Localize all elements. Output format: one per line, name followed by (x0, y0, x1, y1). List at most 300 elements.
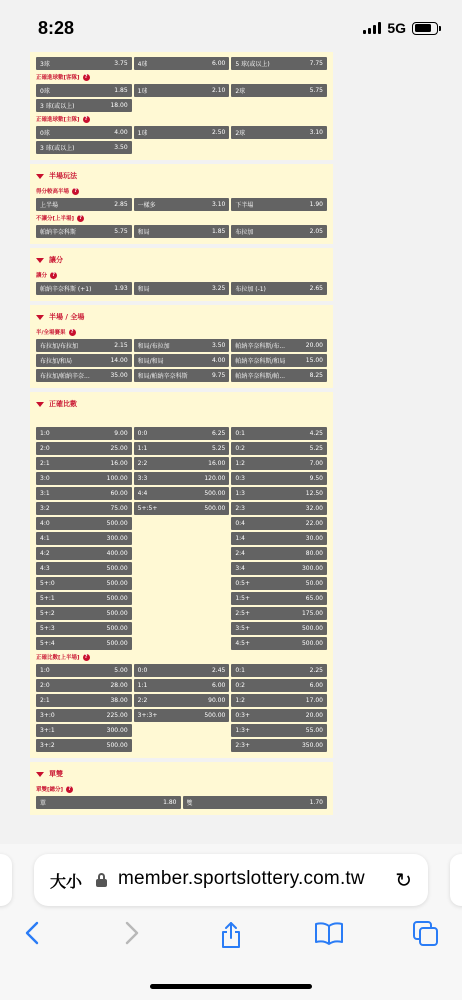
selection-name: 上半場 (40, 202, 59, 209)
info-icon[interactable]: ? (83, 74, 90, 81)
selection-name: 5 球(或以上) (235, 61, 270, 68)
browser-toolbar (0, 918, 462, 958)
odds-value: 1.85 (211, 228, 226, 235)
odds-value: 4.25 (309, 430, 323, 437)
odds-button[interactable] (134, 472, 230, 485)
odds-button[interactable] (134, 694, 230, 707)
odds-value: 25.00 (110, 445, 128, 452)
selection-name: 0:2 (235, 445, 245, 452)
odds-value: 16.00 (110, 460, 128, 467)
selection-name: 1:2 (235, 697, 245, 704)
selection-name: 1:0 (40, 667, 50, 674)
odds-grid (36, 339, 327, 382)
odds-grid (36, 198, 327, 211)
market-label (36, 651, 327, 663)
selection-name: 2:2 (137, 460, 148, 467)
odds-value: 4.00 (211, 357, 226, 364)
market-name: 正確比數[上半場] (36, 655, 80, 661)
market-label (36, 269, 327, 281)
odds-button[interactable] (231, 577, 327, 590)
odds-button[interactable] (134, 427, 230, 440)
section-htft (30, 305, 333, 388)
odds-page (30, 52, 333, 819)
odds-button[interactable] (231, 724, 327, 737)
odds-value: 9.00 (114, 430, 128, 437)
odds-button[interactable] (231, 709, 327, 722)
odds-value: 1.93 (114, 285, 128, 292)
odds-button[interactable] (231, 225, 327, 238)
market-label (36, 71, 327, 83)
odds-value: 500.00 (106, 565, 128, 572)
selection-name: 5+:4 (40, 640, 55, 647)
market-label (36, 113, 327, 125)
odds-button[interactable] (36, 225, 132, 238)
lock-icon (96, 873, 107, 887)
odds-button[interactable] (231, 607, 327, 620)
odds-value: 3.25 (211, 285, 226, 292)
odds-value: 35.00 (110, 372, 128, 379)
next-tab-card[interactable] (450, 854, 462, 906)
selection-name: 0:3 (235, 475, 245, 482)
odds-value: 1.70 (309, 799, 323, 806)
odds-button[interactable] (231, 126, 327, 139)
odds-button[interactable] (36, 709, 132, 722)
odds-button[interactable] (134, 709, 230, 722)
odds-button[interactable] (231, 517, 327, 530)
section-header[interactable] (36, 766, 327, 782)
odds-button[interactable] (36, 532, 132, 545)
odds-button[interactable] (36, 679, 132, 692)
odds-button[interactable] (134, 84, 230, 97)
info-icon[interactable]: ? (50, 272, 57, 279)
selection-name: 2:5+ (235, 610, 251, 617)
odds-button[interactable] (36, 84, 132, 97)
odds-value: 500.00 (106, 595, 128, 602)
odds-value: 75.00 (110, 505, 128, 512)
odds-value: 22.00 (305, 520, 323, 527)
selection-name: 0:5+ (235, 580, 251, 587)
odds-grid (36, 664, 327, 752)
selection-name: 和局 (137, 229, 150, 236)
odds-value: 6.00 (309, 682, 323, 689)
odds-button[interactable] (134, 369, 230, 382)
selection-name: 帕納辛奈科斯 (40, 229, 77, 236)
address-bar[interactable] (34, 854, 428, 906)
odds-button[interactable] (134, 664, 230, 677)
odds-value: 9.75 (211, 372, 226, 379)
selection-name: 布拉加/帕納辛奈... (40, 373, 90, 380)
text-size-button[interactable]: 大小 (50, 872, 83, 891)
odds-value: 225.00 (106, 712, 128, 719)
odds-button[interactable] (36, 427, 132, 440)
selection-name: 3 球(或以上) (40, 103, 75, 110)
section-header[interactable] (36, 168, 327, 184)
section-title: 半場 / 全場 (49, 313, 85, 321)
selection-name: 1球 (137, 88, 148, 95)
odds-value: 90.00 (208, 697, 226, 704)
odds-value: 50.00 (305, 580, 323, 587)
odds-button[interactable] (231, 442, 327, 455)
odds-button[interactable] (36, 339, 132, 352)
selection-name: 5+:5+ (137, 505, 158, 512)
status-bar (0, 0, 462, 50)
collapse-triangle-icon[interactable] (36, 174, 44, 179)
odds-value: 2.65 (309, 285, 323, 292)
selection-name: 單 (40, 800, 47, 807)
section-header[interactable] (36, 309, 327, 325)
odds-button[interactable] (36, 562, 132, 575)
selection-name: 4球 (137, 61, 148, 68)
odds-value: 18.00 (110, 102, 128, 109)
selection-name: 3 球(或以上) (40, 145, 75, 152)
odds-button[interactable] (231, 457, 327, 470)
odds-value: 5.25 (211, 445, 226, 452)
odds-value: 1.80 (163, 799, 177, 806)
section-oddeven (30, 762, 333, 815)
odds-value: 80.00 (305, 550, 323, 557)
odds-value: 5.75 (309, 87, 323, 94)
odds-button[interactable] (134, 339, 230, 352)
market-name: 讓分 (36, 273, 48, 279)
selection-name: 4:3 (40, 565, 50, 572)
selection-name: 4:0 (40, 520, 50, 527)
odds-value: 500.00 (204, 490, 226, 497)
section-title: 正確比數 (49, 400, 77, 408)
selection-name: 布拉加/布拉加 (40, 343, 79, 350)
odds-button[interactable] (134, 487, 230, 500)
odds-button[interactable] (231, 472, 327, 485)
odds-button[interactable] (183, 796, 328, 809)
home-indicator (150, 984, 312, 989)
selection-name: 3:4 (235, 565, 245, 572)
browser-bottom-bar (0, 844, 462, 1000)
selection-name: 5+:2 (40, 610, 55, 617)
odds-button[interactable] (231, 57, 327, 70)
selection-name: 3:2 (40, 505, 50, 512)
odds-value: 120.00 (204, 475, 226, 482)
selection-name: 和局/帕納辛奈科斯 (137, 373, 188, 380)
odds-value: 3.50 (211, 342, 226, 349)
selection-name: 0:0 (137, 667, 148, 674)
selection-name: 2球 (235, 130, 246, 137)
odds-button[interactable] (134, 126, 230, 139)
selection-name: 4:5+ (235, 640, 251, 647)
selection-name: 2:1 (40, 460, 50, 467)
selection-name: 2:0 (40, 445, 50, 452)
selection-name: 2:0 (40, 682, 50, 689)
market-name: 半/全場賽果 (36, 330, 66, 336)
market-name: 正確進球數[主隊] (36, 117, 80, 123)
odds-value: 60.00 (110, 490, 128, 497)
battery-icon (412, 22, 438, 35)
market-label (36, 326, 327, 338)
selection-name: 帕納辛奈科斯/布... (235, 343, 286, 350)
selection-name: 3:5+ (235, 625, 251, 632)
odds-button[interactable] (36, 622, 132, 635)
odds-button[interactable] (36, 577, 132, 590)
selection-name: 0:0 (137, 430, 148, 437)
odds-button[interactable] (36, 99, 132, 112)
odds-button[interactable] (231, 664, 327, 677)
selection-name: 帕納辛奈科斯 (+1) (40, 286, 92, 293)
collapse-triangle-icon[interactable] (36, 772, 44, 777)
odds-button[interactable] (231, 339, 327, 352)
collapse-triangle-icon[interactable] (36, 402, 44, 407)
odds-button[interactable] (231, 679, 327, 692)
selection-name: 2:4 (235, 550, 245, 557)
selection-name: 帕納辛奈科斯/和局 (235, 358, 286, 365)
odds-button[interactable] (36, 607, 132, 620)
odds-button[interactable] (36, 369, 132, 382)
market-label (36, 783, 327, 795)
section-header[interactable] (36, 396, 327, 412)
selection-name: 3:0 (40, 475, 50, 482)
info-icon[interactable]: ? (66, 786, 73, 793)
odds-button[interactable] (231, 562, 327, 575)
market-name: 單雙[總分] (36, 787, 64, 793)
odds-button[interactable] (134, 442, 230, 455)
odds-value: 2.05 (309, 228, 323, 235)
collapse-triangle-icon[interactable] (36, 258, 44, 263)
odds-value: 3.50 (114, 144, 128, 151)
odds-button[interactable] (36, 282, 132, 295)
section-title: 讓分 (49, 256, 63, 264)
odds-value: 1.85 (114, 87, 128, 94)
odds-button[interactable] (36, 198, 132, 211)
odds-value: 1.90 (309, 201, 323, 208)
forward-icon[interactable] (124, 920, 140, 952)
odds-value: 2.25 (309, 667, 323, 674)
odds-value: 6.25 (211, 430, 226, 437)
odds-button[interactable] (36, 517, 132, 530)
odds-button[interactable] (36, 592, 132, 605)
back-icon[interactable] (24, 920, 40, 952)
odds-button[interactable] (36, 694, 132, 707)
odds-value: 65.00 (305, 595, 323, 602)
odds-button[interactable] (231, 547, 327, 560)
odds-value: 5.25 (309, 445, 323, 452)
tabs-icon[interactable] (412, 920, 440, 954)
selection-name: 布拉加 (-1) (235, 286, 266, 293)
selection-name: 0:4 (235, 520, 245, 527)
odds-value: 7.00 (309, 460, 323, 467)
selection-name: 1:1 (137, 445, 148, 452)
market-name: 得分較高半場 (36, 189, 70, 195)
odds-button[interactable] (231, 282, 327, 295)
selection-name: 帕納辛奈科斯/帕... (235, 373, 286, 380)
share-icon[interactable] (218, 920, 244, 956)
odds-button[interactable] (134, 679, 230, 692)
odds-button[interactable] (36, 354, 132, 367)
odds-button[interactable] (134, 225, 230, 238)
section-correct-score (30, 392, 333, 758)
info-icon[interactable]: ? (69, 329, 76, 336)
odds-button[interactable] (36, 457, 132, 470)
odds-button[interactable] (36, 502, 132, 515)
odds-button[interactable] (231, 637, 327, 650)
odds-value: 400.00 (106, 550, 128, 557)
odds-value: 2.10 (211, 87, 226, 94)
odds-button[interactable] (231, 694, 327, 707)
odds-value: 500.00 (106, 610, 128, 617)
odds-value: 3.10 (309, 129, 323, 136)
selection-name: 雙 (186, 800, 193, 807)
odds-button[interactable] (231, 369, 327, 382)
market-label (36, 185, 327, 197)
odds-button[interactable] (231, 354, 327, 367)
odds-value: 4.00 (114, 129, 128, 136)
odds-value: 17.00 (305, 697, 323, 704)
selection-name: 3:1 (40, 490, 50, 497)
odds-button[interactable] (231, 427, 327, 440)
reload-icon[interactable]: ↻ (395, 868, 412, 892)
odds-button[interactable] (36, 442, 132, 455)
collapse-triangle-icon[interactable] (36, 315, 44, 320)
odds-value: 28.00 (110, 682, 128, 689)
odds-value: 2.85 (114, 201, 128, 208)
odds-button[interactable] (134, 282, 230, 295)
odds-value: 3.10 (211, 201, 226, 208)
odds-button[interactable] (36, 637, 132, 650)
odds-value: 2.15 (114, 342, 128, 349)
prev-tab-card[interactable] (0, 854, 12, 906)
odds-button[interactable] (36, 57, 132, 70)
signal-icon (363, 22, 381, 34)
selection-name: 2:2 (137, 697, 148, 704)
url-text[interactable]: member.sportslottery.com.tw (118, 868, 365, 889)
selection-name: 2:1 (40, 697, 50, 704)
odds-button[interactable] (134, 57, 230, 70)
odds-value: 500.00 (204, 712, 226, 719)
section-title: 單雙 (49, 770, 63, 778)
section-handicap (30, 248, 333, 301)
odds-button[interactable] (134, 198, 230, 211)
odds-button[interactable] (231, 487, 327, 500)
selection-name: 1:0 (40, 430, 50, 437)
selection-name: 0球 (40, 130, 50, 137)
info-icon[interactable]: ? (83, 654, 90, 661)
selection-name: 布拉加/和局 (40, 358, 73, 365)
odds-value: 7.75 (309, 60, 323, 67)
section-title: 半場玩法 (49, 172, 77, 180)
selection-name: 3+:1 (40, 727, 55, 734)
selection-name: 2:3+ (235, 742, 251, 749)
odds-value: 55.00 (305, 727, 323, 734)
odds-value: 20.00 (305, 712, 323, 719)
odds-button[interactable] (36, 126, 132, 139)
odds-value: 300.00 (106, 535, 128, 542)
selection-name: 1:2 (235, 460, 245, 467)
odds-value: 2.45 (211, 667, 226, 674)
odds-grid (36, 84, 327, 112)
odds-button[interactable] (36, 739, 132, 752)
odds-value: 30.00 (305, 535, 323, 542)
selection-name: 5+:1 (40, 595, 55, 602)
odds-value: 175.00 (301, 610, 323, 617)
odds-value: 500.00 (301, 640, 323, 647)
odds-value: 8.25 (309, 372, 323, 379)
odds-value: 300.00 (301, 565, 323, 572)
odds-value: 6.00 (211, 682, 226, 689)
odds-button[interactable] (36, 547, 132, 560)
selection-name: 2球 (235, 88, 246, 95)
odds-button[interactable] (36, 724, 132, 737)
odds-value: 20.00 (305, 342, 323, 349)
odds-value: 350.00 (301, 742, 323, 749)
odds-button[interactable] (231, 592, 327, 605)
odds-value: 500.00 (106, 580, 128, 587)
selection-name: 1:4 (235, 535, 245, 542)
odds-button[interactable] (134, 502, 230, 515)
selection-name: 3球 (40, 61, 50, 68)
odds-value: 6.00 (211, 60, 226, 67)
selection-name: 布拉加 (235, 229, 254, 236)
bookmarks-icon[interactable] (314, 920, 344, 952)
odds-value: 500.00 (106, 742, 128, 749)
odds-button[interactable] (231, 739, 327, 752)
odds-value: 500.00 (301, 625, 323, 632)
odds-value: 15.00 (305, 357, 323, 364)
odds-button[interactable] (36, 796, 181, 809)
odds-button[interactable] (231, 622, 327, 635)
odds-value: 500.00 (106, 520, 128, 527)
section-goals (30, 52, 333, 160)
selection-name: 2:3 (235, 505, 245, 512)
odds-value: 500.00 (106, 640, 128, 647)
odds-value: 2.50 (211, 129, 226, 136)
odds-button[interactable] (36, 141, 132, 154)
odds-value: 16.00 (208, 460, 226, 467)
selection-name: 和局/和局 (137, 358, 164, 365)
odds-button[interactable] (231, 502, 327, 515)
selection-name: 4:4 (137, 490, 148, 497)
odds-button[interactable] (36, 472, 132, 485)
info-icon[interactable]: ? (72, 188, 79, 195)
odds-button[interactable] (36, 664, 132, 677)
market-name: 正確進球數[客隊] (36, 75, 80, 81)
market-name: 不讓分[上半場] (36, 216, 75, 222)
odds-button[interactable] (231, 84, 327, 97)
selection-name: 1:3+ (235, 727, 251, 734)
odds-grid (36, 57, 327, 70)
odds-value: 9.50 (309, 475, 323, 482)
selection-name: 3+:0 (40, 712, 55, 719)
odds-button[interactable] (231, 198, 327, 211)
odds-button[interactable] (134, 457, 230, 470)
network-type: 5G (387, 20, 406, 36)
section-header[interactable] (36, 252, 327, 268)
odds-button[interactable] (231, 532, 327, 545)
odds-button[interactable] (134, 354, 230, 367)
info-icon[interactable]: ? (77, 215, 84, 222)
market-label (36, 212, 327, 224)
odds-value: 38.00 (110, 697, 128, 704)
odds-value: 500.00 (204, 505, 226, 512)
selection-name: 0:3+ (235, 712, 251, 719)
odds-value: 5.75 (114, 228, 128, 235)
selection-name: 5+:0 (40, 580, 55, 587)
selection-name: 5+:3 (40, 625, 55, 632)
odds-grid (36, 427, 327, 650)
odds-button[interactable] (36, 487, 132, 500)
odds-value: 5.00 (114, 667, 128, 674)
odds-value: 32.00 (305, 505, 323, 512)
selection-name: 0球 (40, 88, 50, 95)
info-icon[interactable]: ? (83, 116, 90, 123)
selection-name: 1:3 (235, 490, 245, 497)
selection-name: 1球 (137, 130, 148, 137)
section-halftime (30, 164, 333, 244)
